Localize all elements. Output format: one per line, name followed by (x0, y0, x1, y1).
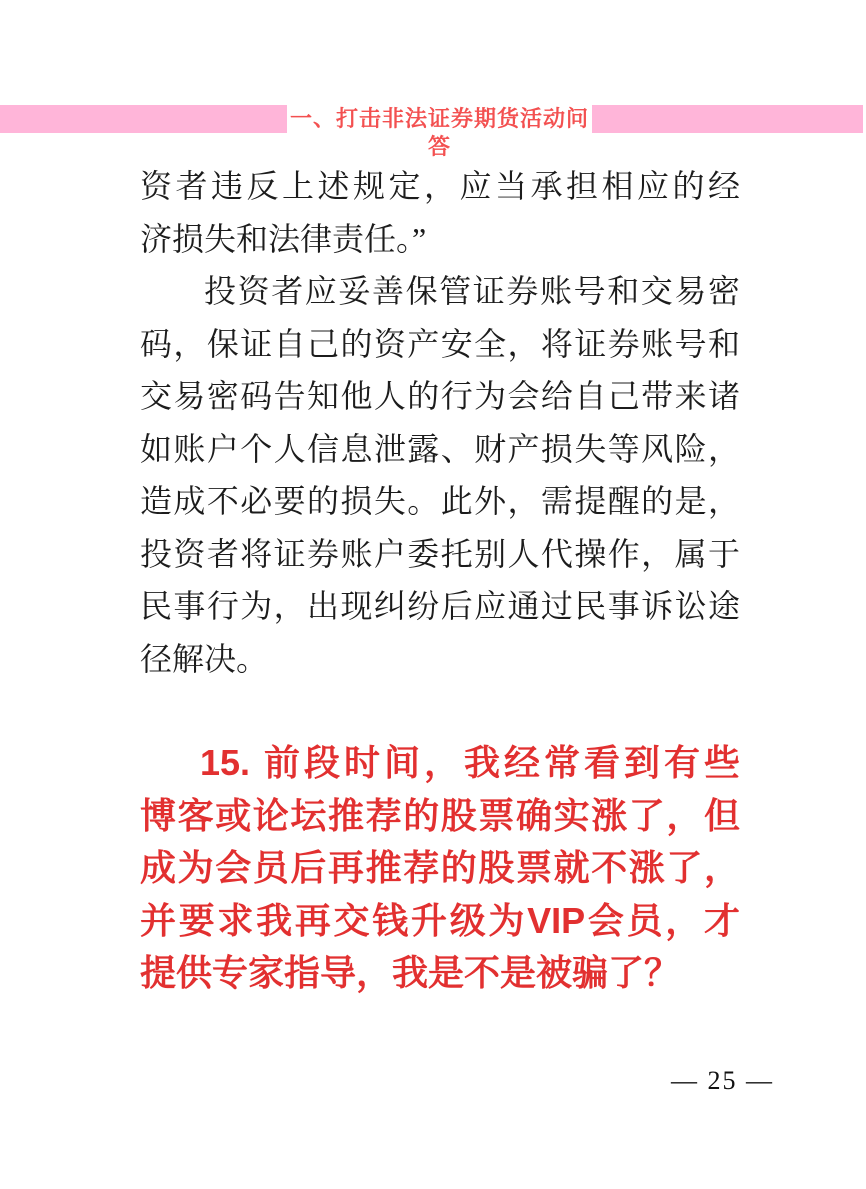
page-number: — 25 — (671, 1066, 774, 1095)
body-line: 资者违反上述规定，应当承担相应的经 (140, 168, 740, 204)
question-paragraph (140, 737, 740, 1000)
body-line: 码，保证自己的资产安全，将证券账号和 (140, 325, 740, 362)
body-line: 径解决。 (140, 640, 269, 677)
question-line: 成为会员后再推荐的股票就不涨了， (140, 847, 740, 888)
body-line: 济损失和法律责任。” (140, 220, 427, 257)
body-line: 投资者将证券账户委托别人代操作，属于 (140, 535, 740, 572)
chapter-title: 一、打击非法证券期货活动问答 (289, 106, 589, 159)
body-paragraph (140, 160, 740, 265)
body-line: 如账户个人信息泄露、财产损失等风险， (140, 430, 740, 467)
body-paragraph (140, 265, 740, 685)
question-line: 15. 前段时间，我经常看到有些 (200, 742, 740, 783)
header-bar-left (0, 105, 287, 133)
body-line: 投资者应妥善保管证券账号和交易密 (204, 273, 740, 309)
body-line: 交易密码告知他人的行为会给自己带来诸 (140, 378, 740, 414)
body-line: 造成不必要的损失。此外，需提醒的是， (140, 483, 740, 519)
question-line: 并要求我再交钱升级为VIP会员，才 (140, 899, 740, 941)
header-bar-right (592, 105, 863, 133)
question-line: 提供专家指导，我是不是被骗了？ (140, 952, 681, 993)
question-line: 博客或论坛推荐的股票确实涨了，但 (140, 794, 740, 836)
body-line: 民事行为，出现纠纷后应通过民事诉讼途 (140, 588, 740, 624)
page-content (140, 160, 740, 1000)
